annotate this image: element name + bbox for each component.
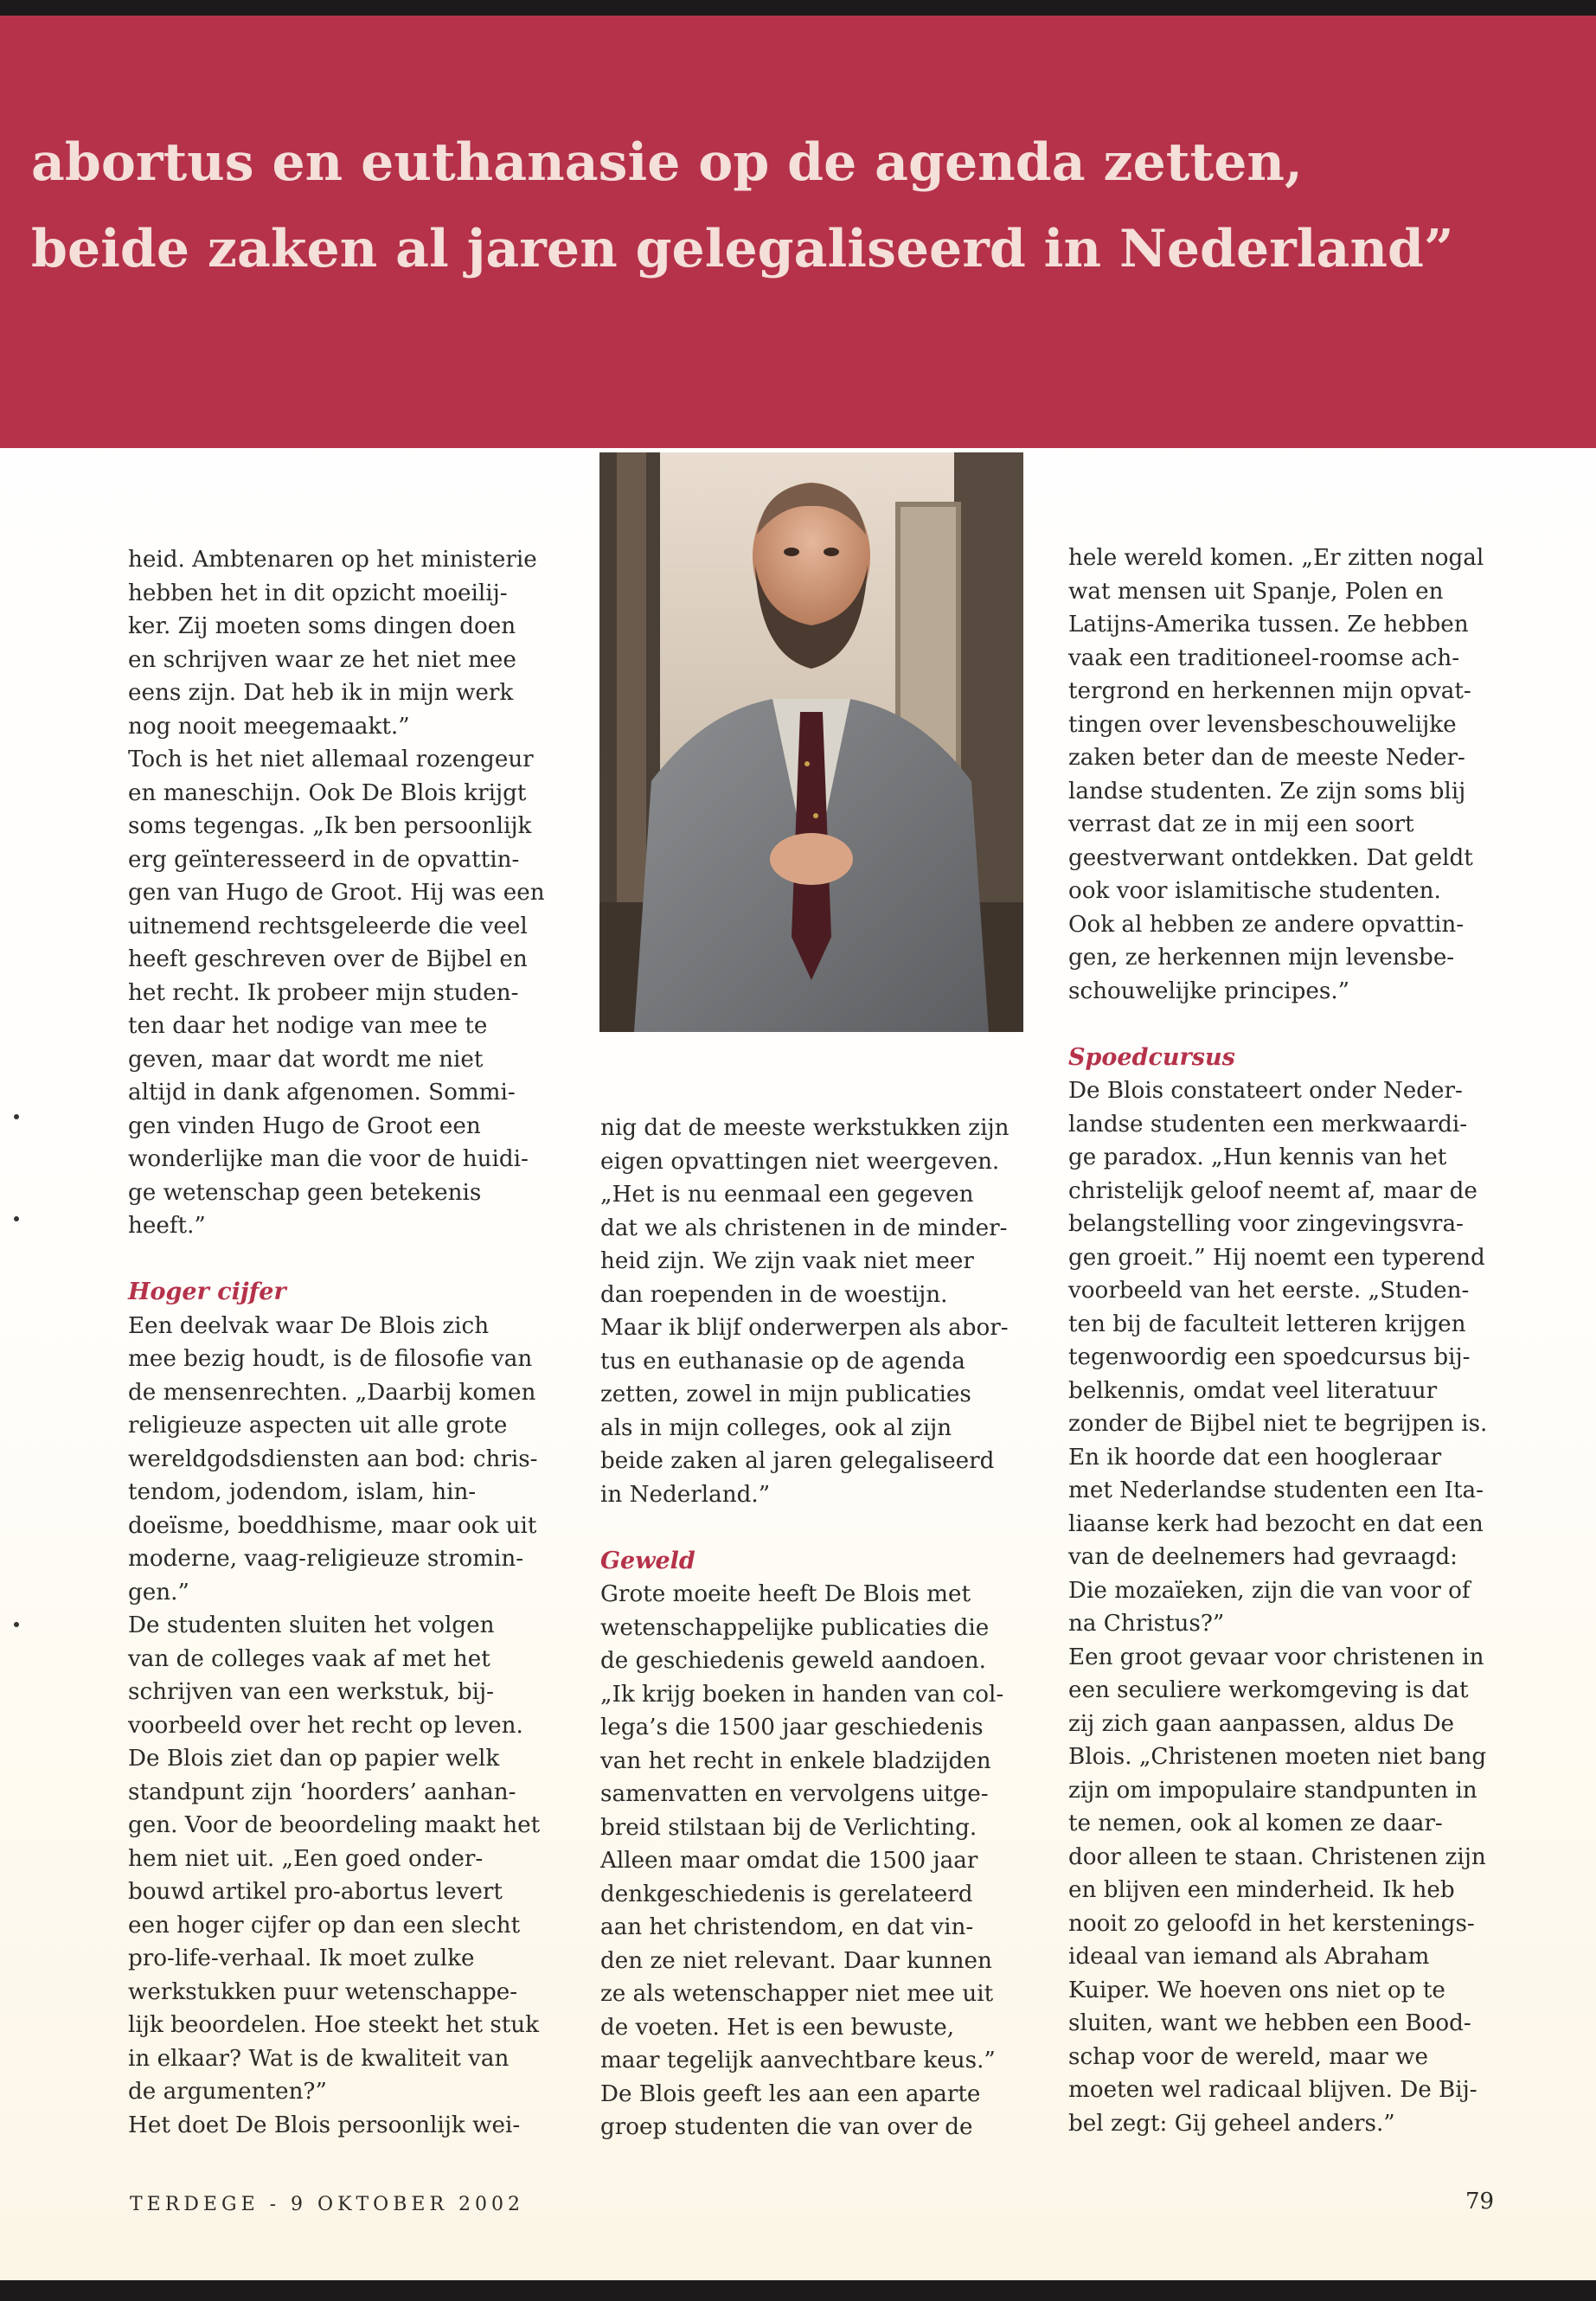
body-text-line: Het doet De Blois persoonlijk wei- — [128, 2112, 521, 2138]
body-text-line: gen van Hugo de Groot. Hij was een — [128, 880, 545, 906]
body-text-line: tendom, jodendom, islam, hin- — [128, 1479, 477, 1505]
body-text-line: bel zegt: Gij geheel anders.” — [1068, 2110, 1395, 2137]
subheading-hoger-cijfer: Hoger cijfer — [128, 1279, 286, 1305]
body-text-line: gen, ze herkennen mijn levensbe- — [1068, 945, 1455, 971]
body-text-line: ten bij de faculteit letteren krijgen — [1068, 1311, 1466, 1337]
magazine-page — [0, 16, 1596, 2280]
body-text-line: De Blois geeft les aan een aparte — [600, 2080, 981, 2107]
body-text-line: verrast dat ze in mij een soort — [1068, 811, 1414, 837]
headline-line: beide zaken al jaren gelegaliseerd in Nederland” — [31, 219, 1454, 279]
body-text-line: heeft geschreven over de Bijbel en — [128, 946, 528, 972]
body-text-line: hem niet uit. „Een goed onder- — [128, 1845, 484, 1872]
body-text-line: sluiten, want we hebben een Bood- — [1068, 2010, 1471, 2036]
body-text-line: dan roependen in de woestijn. — [600, 1281, 948, 1308]
body-text-line: beide zaken al jaren gelegaliseerd — [600, 1448, 995, 1474]
body-text-line: wereldgodsdiensten aan bod: chris- — [128, 1445, 538, 1472]
body-text-line: en schrijven waar ze het niet mee — [128, 646, 516, 673]
body-text-line: ge paradox. „Hun kennis van het — [1068, 1144, 1447, 1170]
body-text-line: gen.” — [128, 1579, 189, 1606]
body-text-line: voorbeeld van het eerste. „Studen- — [1068, 1278, 1470, 1304]
body-text-line: Maar ik blijf onderwerpen als abor- — [600, 1315, 1009, 1341]
headline-line: abortus en euthanasie op de agenda zetten, — [31, 132, 1303, 193]
body-text-line: en blijven een minderheid. Ik heb — [1068, 1877, 1455, 1903]
body-text-line: breid stilstaan bij de Verlichting. — [600, 1814, 977, 1841]
body-text-line: belkennis, omdat veel literatuur — [1068, 1377, 1438, 1404]
body-text-line: christelijk geloof neemt af, maar de — [1068, 1177, 1477, 1204]
body-text-line: schouwelijke principes.” — [1068, 977, 1350, 1004]
body-text-line: De Blois ziet dan op papier welk — [128, 1746, 500, 1772]
column-right — [1068, 542, 1518, 2140]
body-text-line: nig dat de meeste werkstukken zijn — [600, 1115, 1010, 1141]
body-text-line: liaanse kerk had bezocht en dat een — [1068, 1510, 1484, 1537]
body-text-line: samenvatten en vervolgens uitge- — [600, 1781, 989, 1807]
body-text-line: „Ik krijg boeken in handen van col- — [600, 1681, 1004, 1708]
body-text-line: in Nederland.” — [600, 1481, 771, 1508]
body-text-line: denkgeschiedenis is gerelateerd — [600, 1881, 973, 1907]
body-text-line: standpunt zijn ‘hoorders’ aanhan- — [128, 1779, 516, 1805]
body-text-line: de argumenten?” — [128, 2079, 327, 2105]
body-text-line: heid zijn. We zijn vaak niet meer — [600, 1248, 974, 1274]
body-text-line: de geschiedenis geweld aandoen. — [600, 1648, 986, 1674]
body-text-line: geestverwant ontdekken. Dat geldt — [1068, 844, 1473, 871]
body-text-line: ook voor islamitische studenten. — [1068, 878, 1441, 904]
body-text-line: te nemen, ook al komen ze daar- — [1068, 1811, 1443, 1836]
body-text-line: lega’s die 1500 jaar geschiedenis — [600, 1715, 984, 1740]
body-text-line: werkstukken puur wetenschappe- — [128, 1978, 518, 2005]
body-text-line: hele wereld komen. „Er zitten nogal — [1068, 545, 1484, 571]
body-text-line: maar tegelijk aanvechtbare keus.” — [600, 2048, 996, 2073]
body-text-line: na Christus?” — [1068, 1611, 1225, 1637]
body-text-line: soms tegengas. „Ik ben persoonlijk — [128, 813, 532, 839]
margin-mark — [14, 1622, 19, 1627]
body-text-line: en maneschijn. Ook De Blois krijgt — [128, 779, 527, 806]
body-text-line: erg geïnteresseerd in de opvattin- — [128, 846, 520, 873]
body-text-line: doeïsme, boeddhisme, maar ook uit — [128, 1512, 537, 1539]
body-text-line: gen vinden Hugo de Groot een — [128, 1112, 481, 1139]
body-text-line: uitnemend rechtsgeleerde die veel — [128, 913, 528, 939]
body-text-line: „Het is nu eenmaal een gegeven — [600, 1182, 974, 1208]
body-text-line: hebben het in dit opzicht moeilij- — [128, 580, 508, 606]
body-text-line: ge wetenschap geen betekenis — [128, 1179, 482, 1206]
column-left — [128, 543, 561, 2142]
body-text-line: Blois. „Christenen moeten niet bang — [1068, 1744, 1487, 1770]
body-text-line: gen. Voor de beoordeling maakt het — [128, 1812, 541, 1838]
subheading-spoedcursus: Spoedcursus — [1068, 1043, 1235, 1071]
body-text-line: een hoger cijfer op dan een slecht — [128, 1912, 521, 1939]
body-text-line: van het recht in enkele bladzijden — [600, 1747, 991, 1774]
pull-quote-headline — [31, 119, 1571, 292]
body-text-line: zaken beter dan de meeste Neder- — [1068, 745, 1465, 771]
body-text-line: Latijns-Amerika tussen. Ze hebben — [1068, 612, 1469, 638]
body-text-line: Toch is het niet allemaal rozengeur — [128, 747, 534, 772]
body-text-line: zonder de Bijbel niet te begrijpen is. — [1068, 1411, 1488, 1437]
body-text-line: als in mijn colleges, ook al zijn — [600, 1414, 952, 1441]
body-text-line: van de deelnemers had gevraagd: — [1068, 1544, 1458, 1570]
body-text-line: ten daar het nodige van mee te — [128, 1013, 488, 1039]
body-text-line: moeten wel radicaal blijven. De Bij- — [1068, 2077, 1477, 2103]
body-text-line: heid. Ambtenaren op het ministerie — [128, 547, 537, 573]
body-text-line: de mensenrechten. „Daarbij komen — [128, 1379, 536, 1406]
body-text-line: lijk beoordelen. Hoe steekt het stuk — [128, 2012, 540, 2038]
body-text-line: Ook al hebben ze andere opvattin- — [1068, 911, 1465, 938]
margin-mark — [14, 1216, 19, 1221]
body-text-line: zij zich gaan aanpassen, aldus De — [1068, 1710, 1455, 1737]
body-text-line: En ik hoorde dat een hoogleraar — [1068, 1444, 1442, 1471]
body-text-line: Grote moeite heeft De Blois met — [600, 1581, 971, 1607]
body-text-line: gen groeit.” Hij noemt een typerend — [1068, 1244, 1485, 1271]
body-text-line: een seculiere werkomgeving is dat — [1068, 1677, 1469, 1703]
subheading-geweld: Geweld — [600, 1547, 695, 1574]
body-text-line: mee bezig houdt, is de filosofie van — [128, 1346, 533, 1372]
page-number: 79 — [1465, 2189, 1495, 2214]
body-text-line: zijn om impopulaire standpunten in — [1068, 1777, 1477, 1804]
body-text-line: van de colleges vaak af met het — [128, 1645, 490, 1672]
body-text-line: Die mozaïeken, zijn die van voor of — [1068, 1577, 1471, 1604]
body-text-line: tingen over levensbeschouwelijke — [1068, 711, 1457, 738]
body-text-line: vaak een traditioneel-roomse ach- — [1068, 644, 1460, 671]
body-text-line: zetten, zowel in mijn publicaties — [600, 1381, 971, 1407]
body-text-line: aan het christendom, en dat vin- — [600, 1914, 974, 1940]
body-text-line: met Nederlandse studenten een Ita- — [1068, 1477, 1484, 1503]
body-text-line: religieuze aspecten uit alle grote — [128, 1413, 508, 1439]
body-text-line: eens zijn. Dat heb ik in mijn werk — [128, 680, 514, 706]
footer-publication: TERDEGE - 9 OKTOBER 2002 — [130, 2194, 524, 2215]
column-middle — [600, 1112, 1033, 2144]
body-text-line: bouwd artikel pro-abortus levert — [128, 1879, 503, 1905]
portrait-photo — [599, 452, 1023, 1032]
body-text-line: landse studenten een merkwaardi- — [1068, 1111, 1468, 1138]
body-text-line: De Blois constateert onder Neder- — [1068, 1078, 1463, 1104]
body-text-line: Een deelvak waar De Blois zich — [128, 1312, 490, 1339]
margin-mark — [14, 1114, 19, 1119]
body-text-line: nooit zo geloofd in het kerstenings- — [1068, 1910, 1475, 1937]
body-text-line: De studenten sluiten het volgen — [128, 1612, 495, 1638]
body-text-line: ideaal van iemand als Abraham — [1068, 1944, 1430, 1970]
body-text-line: wetenschappelijke publicaties die — [600, 1614, 990, 1641]
body-text-line: Alleen maar omdat die 1500 jaar — [600, 1848, 978, 1874]
body-text-line: altijd in dank afgenomen. Sommi- — [128, 1080, 516, 1106]
body-text-line: geven, maar dat wordt me niet — [128, 1046, 484, 1073]
body-text-line: ker. Zij moeten soms dingen doen — [128, 613, 516, 639]
body-text-line: heeft.” — [128, 1213, 206, 1239]
body-text-line: tergrond en herkennen mijn opvat- — [1068, 678, 1471, 704]
body-text-line: schrijven van een werkstuk, bij- — [128, 1679, 495, 1705]
body-text-line: eigen opvattingen niet weergeven. — [600, 1148, 1000, 1175]
body-text-line: den ze niet relevant. Daar kunnen — [600, 1947, 992, 1974]
body-text-line: tegenwoordig een spoedcursus bij- — [1068, 1344, 1471, 1370]
body-text-line: wat mensen uit Spanje, Polen en — [1068, 578, 1444, 605]
body-text-line: tus en euthanasie op de agenda — [600, 1348, 965, 1375]
body-text-line: wonderlijke man die voor de huidi- — [128, 1146, 529, 1172]
body-text-line: het recht. Ik probeer mijn studen- — [128, 979, 519, 1006]
body-text-line: schap voor de wereld, maar we — [1068, 2043, 1428, 2070]
body-text-line: moderne, vaag-religieuze stromin- — [128, 1546, 524, 1572]
body-text-line: nog nooit meegemaakt.” — [128, 713, 410, 740]
body-text-line: Een groot gevaar voor christenen in — [1068, 1644, 1484, 1670]
body-text-line: pro-life-verhaal. Ik moet zulke — [128, 1945, 475, 1971]
body-text-line: voorbeeld over het recht op leven. — [128, 1712, 523, 1739]
body-text-line: groep studenten die van over de — [600, 2114, 973, 2140]
body-text-line: Kuiper. We hoeven ons niet op te — [1068, 1977, 1445, 2003]
body-text-line: dat we als christenen in de minder- — [600, 1215, 1008, 1241]
body-text-line: belangstelling voor zingevingsvra- — [1068, 1211, 1464, 1237]
body-text-line: door alleen te staan. Christenen zijn — [1068, 1843, 1486, 1870]
body-text-line: landse studenten. Ze zijn soms blij — [1068, 778, 1466, 804]
body-text-line: ze als wetenschapper niet mee uit — [600, 1981, 994, 2007]
body-text-line: de voeten. Het is een bewuste, — [600, 2014, 955, 2041]
headline-banner — [0, 16, 1596, 448]
body-text-line: in elkaar? Wat is de kwaliteit van — [128, 2045, 510, 2072]
